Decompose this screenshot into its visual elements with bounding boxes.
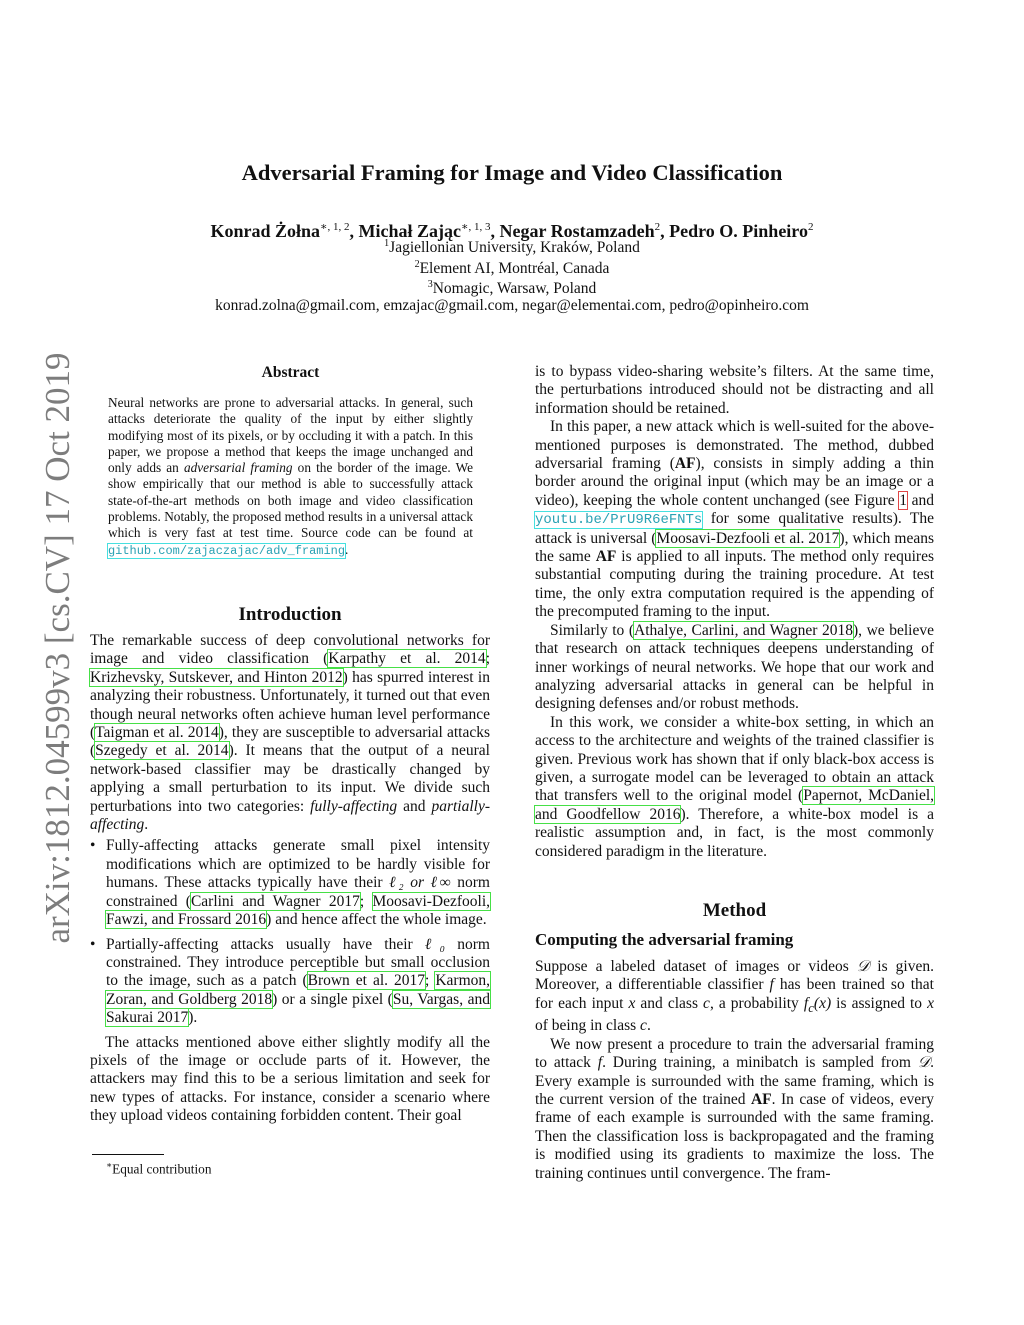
author-name: Negar Rostamzadeh <box>499 221 655 241</box>
text: In this work, we consider a white-box setting, in which an access to the architecture and weights of the trained classifier is given. Previous work has shown that if only black-box access is given, a surrogate model can be leveraged to obtain an attack that transfers well to the original model ( <box>535 713 934 805</box>
text: and <box>907 491 934 509</box>
text: of being in class <box>535 1017 641 1035</box>
abstract-body <box>108 395 473 559</box>
footnote-rule <box>92 1154 164 1155</box>
text: Similarly to ( <box>550 621 635 639</box>
method-heading: Method <box>702 900 767 921</box>
math: c <box>640 1017 647 1035</box>
abstract-heading: Abstract <box>261 364 320 381</box>
text: is applied to all inputs. The method only requires substantial computing during the training procedure. At test time, the only extra computation required is the appending of the precomputed framing to the input. <box>535 548 934 621</box>
citation-link[interactable]: Su, Vargas, and Sakurai 2017 <box>106 990 490 1027</box>
math: f <box>803 994 809 1012</box>
footnote <box>106 1160 211 1177</box>
math: c <box>808 999 814 1015</box>
emphasis: fully-affecting <box>310 797 398 815</box>
text: ) or a single pixel ( <box>272 990 393 1008</box>
citation-link[interactable]: Karpathy et al. 2014 <box>328 650 486 668</box>
math: x <box>927 994 934 1012</box>
paragraph <box>90 632 490 834</box>
affiliation-number: 2 <box>414 259 420 270</box>
text: for some qualitative results). The attack is universal ( <box>535 510 934 547</box>
text: and <box>397 797 432 815</box>
author-list: Konrad Żołna$^{∗, 1, 2}$, Michał Zając$^{∗, 1, 3}$, Negar Rostamzadeh$^2$, Pedro O. Pinheiro$^2$ <box>210 221 814 241</box>
affiliation-number: 1 <box>384 238 390 249</box>
text: ; <box>485 650 490 668</box>
text: ), consists in simply adding a thin border around the original input (which may be an image or a video), keeping the whole content unchanged (see Figure <box>535 455 935 509</box>
citation-link[interactable]: Athalye, Carlini, and Wagner 2018 <box>634 621 854 639</box>
text: ). It means that the output of a neural network-based classifier may be drastically changed by applying a small perturbation to its input. We divide such perturbations into two categories: <box>90 742 490 815</box>
paragraph: is to bypass video-sharing website’s filters. At the same time, the perturbations introduced should not be distracting and all information should be retained. <box>535 363 934 417</box>
text: . In case of videos, every frame of each example is surrounded with the same framing. Then the classification loss is backpropagated and the framing is modified using its gradients to maximize the loss. The training continues until convergence. The fram- <box>535 1090 934 1182</box>
math: x <box>628 994 636 1012</box>
video-link[interactable]: youtu.be/PrU9R6eFNTs <box>535 512 703 529</box>
text: The remarkable success of deep convolutional networks for image and video classification ( <box>90 632 490 668</box>
author-marks: 2 <box>654 221 661 233</box>
left-column-body <box>90 632 490 1126</box>
paragraph <box>535 418 934 621</box>
text: is assigned to <box>831 994 928 1012</box>
paragraph <box>535 1036 934 1183</box>
footnote-mark: ∗ <box>106 1160 113 1170</box>
text: ). Therefore, a white-box model is a realistic assumption and, in fact, is the most commonly considered paradigm in the literature. <box>535 805 934 860</box>
subsection-heading: Computing the adversarial framing <box>535 930 794 949</box>
text: is given. Moreover, a differentiable classifier <box>535 958 934 994</box>
author-name: Michał Zając <box>358 221 461 241</box>
math: f <box>769 976 774 994</box>
abstract-text: on the border of the image. We show empirically that our method is able to successfully attack state-of-the-art methods on both image and video classification problems. Notably, the proposed method results in a universal attack which is very fast at test time. Source code can be found at <box>108 460 473 541</box>
text: We now present a procedure to train the adversarial framing to attack <box>535 1035 934 1072</box>
text: ), we believe that research on attack techniques deepens understanding of inner workings of neural networks. We hope that our work and analyzing adversarial attacks in general can be helpful in designing defenses and/or robust methods. <box>535 621 934 713</box>
emphasis: partially-affecting <box>90 797 490 834</box>
paragraph <box>535 622 934 714</box>
text: Partially-affecting attacks usually have their <box>106 935 425 953</box>
bullet-icon: • <box>90 837 96 855</box>
math: 𝒟 <box>917 1054 931 1072</box>
text: Suppose a labeled dataset of images or videos <box>535 958 857 975</box>
affiliation <box>0 259 1024 278</box>
author-name: Pedro O. Pinheiro <box>669 221 808 241</box>
text: ), which means the same <box>535 529 935 566</box>
introduction-heading: Introduction <box>238 604 342 625</box>
abstract-text: . <box>345 541 349 557</box>
text: ; <box>425 972 436 990</box>
author-marks: 2 <box>807 221 814 233</box>
math: 𝒟 <box>856 958 870 975</box>
author-name: Konrad Żołna <box>210 221 321 241</box>
affiliation-text: Element AI, Montréal, Canada <box>419 260 610 278</box>
paragraph <box>535 958 934 1036</box>
abstract-emphasis: adversarial framing <box>183 460 293 476</box>
citation-link[interactable]: Papernot, McDaniel, and Goodfellow 2016 <box>535 787 934 823</box>
text: ) has spurred interest in analyzing their robustness. Unfortunately, it turned out that even though neural networks often achieve human level performance ( <box>90 668 490 742</box>
text: has been trained so that for each input <box>535 976 934 1012</box>
af-term: AF <box>674 455 696 473</box>
arxiv-stamp: arXiv:1812.04599v3 [cs.CV] 17 Oct 2019 <box>38 352 77 944</box>
author-emails: konrad.zolna@gmail.com, emzajac@gmail.com, negar@elementai.com, pedro@opinheiro.com <box>215 297 809 314</box>
citation-link[interactable]: Moosavi-Dezfooli, Fawzi, and Frossard 2016 <box>106 892 491 929</box>
text: norm constrained ( <box>106 874 490 910</box>
text: ; <box>359 892 373 910</box>
text: . <box>144 816 149 834</box>
text: norm constrained. They introduce perceptible but small occlusion to the image, such as a patch ( <box>106 935 490 990</box>
citation-link[interactable]: Carlini and Wagner 2017 <box>190 892 360 910</box>
text: ) and hence affect the whole image. <box>266 911 487 929</box>
paragraph <box>535 714 934 861</box>
citation-link[interactable]: Taigman et al. 2014 <box>95 724 219 742</box>
citation-link[interactable]: Moosavi-Dezfooli et al. 2017 <box>656 529 840 547</box>
math: ℓ₀ <box>424 935 446 953</box>
text: . Every example is surrounded with the same framing, which is the current version of the trained <box>535 1054 934 1108</box>
bullet-icon: • <box>90 935 96 953</box>
af-term: AF <box>750 1090 772 1108</box>
affiliation <box>0 238 1024 257</box>
paragraph: The attacks mentioned above either slightly modify all the pixels of the image or occlude parts of it. However, the attackers may find this to be a serious limitation and seek for new types of attacks. For instance, consider a scenario where they upload videos containing forbidden content. Their goal <box>90 1033 490 1125</box>
text: and class <box>635 994 704 1012</box>
affiliation-number: 3 <box>427 279 433 290</box>
paper-title: Adversarial Framing for Image and Video Classification <box>241 160 783 185</box>
attack-type-list <box>90 837 490 1027</box>
text: ). <box>188 1009 198 1027</box>
math: c <box>703 994 710 1012</box>
math: (x) <box>813 994 832 1012</box>
list-item <box>90 936 490 1028</box>
citation-link[interactable]: Krizhevsky, Sutskever, and Hinton 2012 <box>90 668 343 686</box>
citation-link[interactable]: Brown et al. 2017 <box>307 972 426 990</box>
affiliation <box>0 279 1024 298</box>
math: ℓ₂ or ℓ∞ <box>389 874 451 892</box>
text: In this paper, a new attack which is well-suited for the above-mentioned purposes is demonstrated. The method, dubbed adversarial framing ( <box>535 418 934 473</box>
right-column-body <box>535 363 934 861</box>
math: f <box>597 1054 603 1072</box>
text: ), they are susceptible to adversarial attacks ( <box>90 724 490 760</box>
list-item <box>90 837 490 929</box>
citation-link[interactable]: Szegedy et al. 2014 <box>95 742 229 760</box>
footnote-text: Equal contribution <box>112 1161 212 1177</box>
text: Fully-affecting attacks generate small pixel intensity modifications which are optimized to be hardly visible for humans. These attacks typically have their <box>106 837 490 892</box>
text: . <box>646 1017 651 1035</box>
figure-ref-link[interactable]: 1 <box>899 491 908 509</box>
method-body <box>535 958 934 1183</box>
author-marks: ∗, 1, 3 <box>461 221 491 233</box>
affiliation-text: Jagiellonian University, Kraków, Poland <box>389 239 640 257</box>
citation-link[interactable]: Karmon, Zoran, and Goldberg 2018 <box>106 972 490 1008</box>
author-marks: ∗, 1, 2 <box>320 221 350 233</box>
af-term: AF <box>595 548 617 566</box>
abstract-text: Neural networks are prone to adversarial attacks. In general, such attacks deteriorate the quality of the input by either slightly modifying most of its pixels, or by occluding it with a patch. In this paper, we propose a method that keeps the image unchanged and only adds an <box>108 395 473 476</box>
source-code-link[interactable]: github.com/zajaczajac/adv_framing <box>108 543 346 558</box>
affiliation-text: Nomagic, Warsaw, Poland <box>432 280 597 298</box>
text: , a probability <box>709 994 804 1012</box>
text: . During training, a minibatch is sampled from <box>602 1054 918 1072</box>
